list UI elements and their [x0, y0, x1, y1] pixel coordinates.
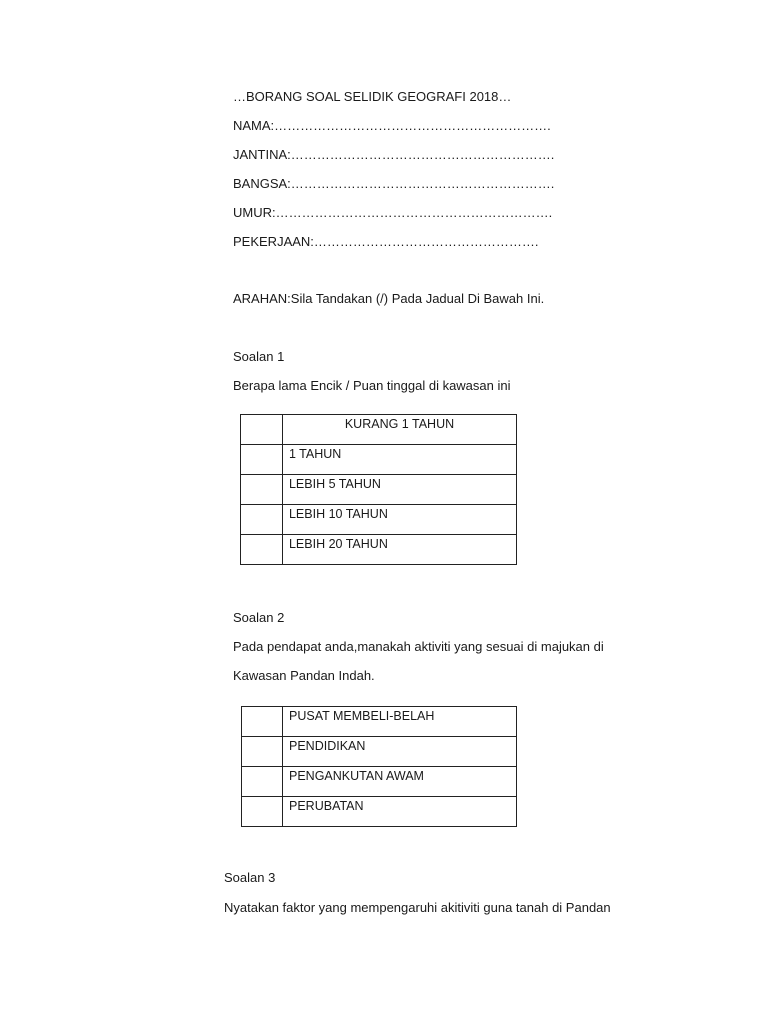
field-nama: NAMA:……………………………………………………….: [233, 118, 551, 133]
option-label: PERUBATAN: [283, 797, 517, 827]
option-label: PUSAT MEMBELI-BELAH: [283, 707, 517, 737]
checkbox-cell[interactable]: [241, 505, 283, 535]
q2-options-table: [241, 706, 517, 827]
checkbox-cell[interactable]: [241, 535, 283, 565]
table-row: [241, 505, 517, 535]
option-label: LEBIH 5 TAHUN: [282, 475, 516, 505]
table-row: [242, 797, 517, 827]
q3-label: Soalan 3: [224, 870, 276, 885]
table-row: [242, 737, 517, 767]
checkbox-cell[interactable]: [242, 737, 283, 767]
table-row: [241, 415, 517, 445]
option-label: 1 TAHUN: [282, 445, 516, 475]
q3-text: Nyatakan faktor yang mempengaruhi akitiviti guna tanah di Pandan: [224, 900, 611, 915]
field-pekerjaan: PEKERJAAN:…………………………………………….: [233, 234, 539, 249]
form-title: …BORANG SOAL SELIDIK GEOGRAFI 2018…: [233, 89, 512, 104]
table-row: [241, 445, 517, 475]
q2-label: Soalan 2: [233, 610, 285, 625]
q2-text-line1: Pada pendapat anda,manakah aktiviti yang sesuai di majukan di: [233, 639, 604, 654]
field-bangsa: BANGSA:…………………………………………………….: [233, 176, 555, 191]
q1-options-table: [240, 414, 517, 565]
q2-text-line2: Kawasan Pandan Indah.: [233, 668, 375, 683]
option-label: KURANG 1 TAHUN: [282, 415, 516, 445]
field-jantina: JANTINA:…………………………………………………….: [233, 147, 555, 162]
checkbox-cell[interactable]: [241, 415, 283, 445]
checkbox-cell[interactable]: [242, 797, 283, 827]
checkbox-cell[interactable]: [242, 707, 283, 737]
option-label: LEBIH 20 TAHUN: [282, 535, 516, 565]
table-row: [242, 707, 517, 737]
option-label: PENGANKUTAN AWAM: [283, 767, 517, 797]
checkbox-cell[interactable]: [241, 445, 283, 475]
checkbox-cell[interactable]: [241, 475, 283, 505]
checkbox-cell[interactable]: [242, 767, 283, 797]
table-row: [242, 767, 517, 797]
option-label: LEBIH 10 TAHUN: [282, 505, 516, 535]
instruction-text: ARAHAN:Sila Tandakan (/) Pada Jadual Di Bawah Ini.: [233, 291, 545, 306]
table-row: [241, 535, 517, 565]
q1-label: Soalan 1: [233, 349, 285, 364]
field-umur: UMUR:……………………………………………………….: [233, 205, 553, 220]
table-row: [241, 475, 517, 505]
option-label: PENDIDIKAN: [283, 737, 517, 767]
q1-text: Berapa lama Encik / Puan tinggal di kawasan ini: [233, 378, 511, 393]
